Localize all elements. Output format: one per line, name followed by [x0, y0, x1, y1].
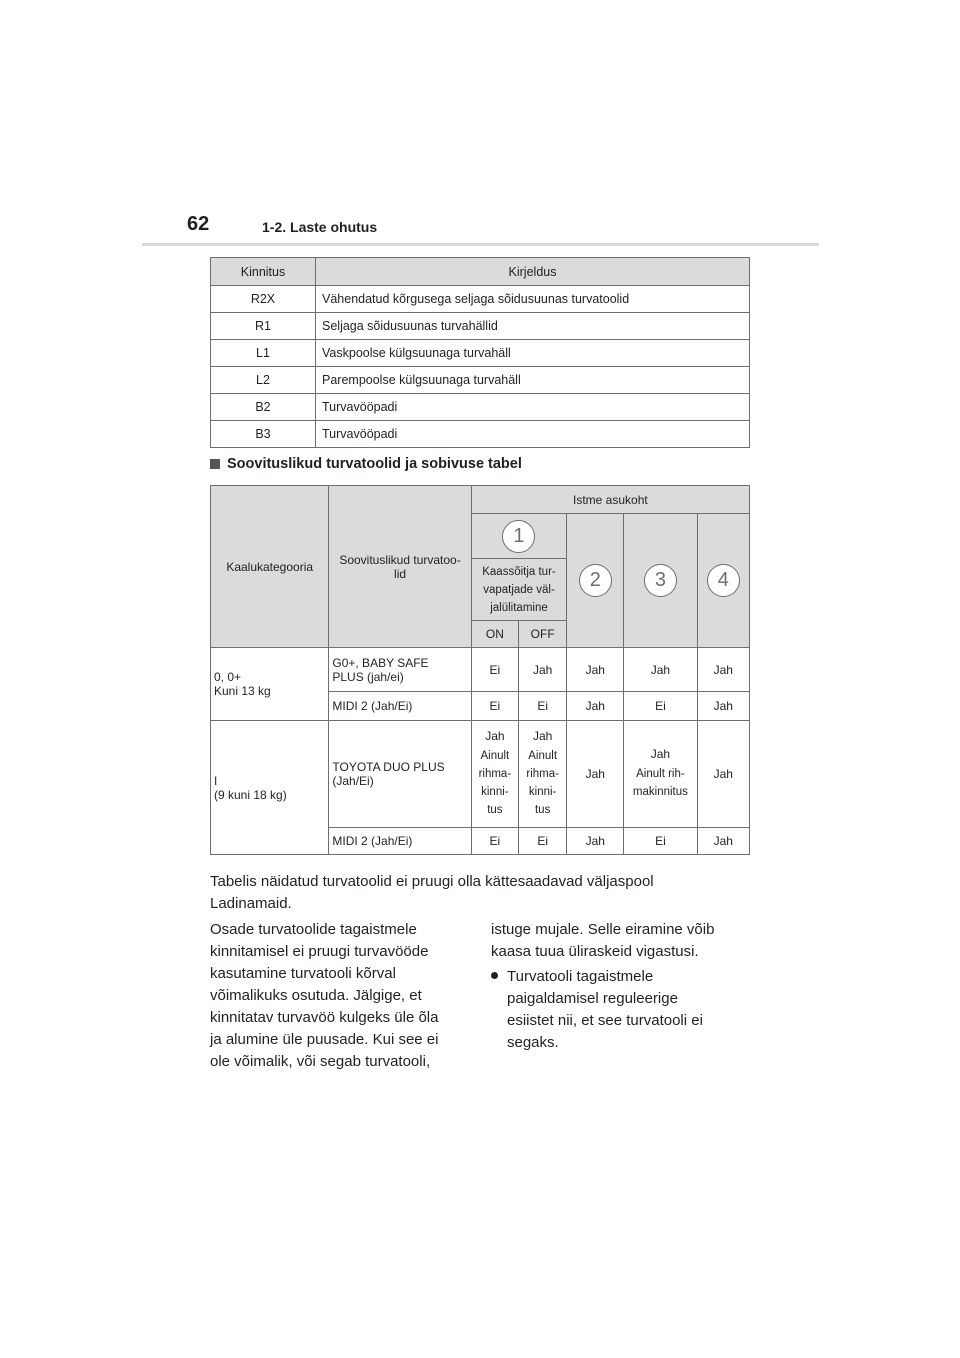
text-line: ole võimalik, või segab turvatooli,: [210, 1053, 431, 1070]
value-cell: Jah: [697, 828, 749, 855]
table-row: [211, 421, 750, 448]
table-row: [211, 721, 750, 828]
value-cell: Ei: [471, 692, 518, 721]
table-row: [211, 394, 750, 421]
value-text: Jah: [485, 729, 505, 743]
code-cell: R2X: [211, 286, 316, 313]
left-column-text: [210, 919, 480, 1073]
text-line: istuge mujale. Selle eiramine võib: [491, 921, 715, 938]
value-cell: Jah: [697, 721, 749, 828]
table-header-row: [211, 486, 750, 514]
seat-1-header: [471, 514, 567, 559]
weight-group-range: Kuni 13 kg: [214, 684, 271, 698]
seat-model-name: G0+, BABY SAFE: [332, 655, 429, 670]
seat-2-icon: 2: [579, 564, 612, 597]
table-row: [211, 313, 750, 340]
value-text: Jah: [532, 729, 553, 743]
note-line: Ladinamaid.: [210, 895, 292, 912]
value-cell: [519, 721, 567, 828]
value-cell: Ei: [624, 692, 697, 721]
code-cell: R1: [211, 313, 316, 340]
section-heading: [210, 456, 522, 472]
bullet-item: [491, 966, 761, 1054]
airbag-switch-header: Kaassõitja tur-vapatjade väl-jalülitamine: [471, 559, 567, 621]
value-cell: Jah: [519, 648, 567, 692]
value-note: Ainult rihma-kinni-tus: [478, 750, 512, 816]
recommended-seat-header: Soovituslikud turvatoo-lid: [329, 486, 471, 648]
availability-note: [210, 871, 770, 915]
table-row: [211, 340, 750, 367]
value-cell: Jah: [567, 721, 624, 828]
seat-1-icon: 1: [502, 520, 535, 553]
bullet-icon: [491, 972, 498, 979]
table-row: [211, 367, 750, 394]
square-bullet-icon: [210, 459, 220, 469]
section-title: 1-2. Laste ohutus: [262, 219, 378, 235]
value-cell: Jah: [697, 648, 749, 692]
value-cell: Ei: [624, 828, 697, 855]
right-column-text: [491, 919, 761, 963]
header-divider: [142, 243, 819, 246]
text-line: kinnitamisel ei pruugi turvavööde: [210, 943, 429, 960]
seat-3-icon: 3: [644, 564, 677, 597]
text-line: [491, 966, 761, 988]
value-note: Ainult rih-makinnitus: [632, 768, 688, 798]
on-header: ON: [471, 621, 518, 648]
value-cell: Jah: [567, 648, 624, 692]
value-note: Ainult rihma-kinni-tus: [526, 750, 559, 816]
code-cell: L1: [211, 340, 316, 367]
value-cell: [471, 721, 518, 828]
compatibility-table: [210, 485, 750, 855]
table-row: [211, 286, 750, 313]
description-cell: Turvavööpadi: [316, 394, 750, 421]
column-header: Kinnitus: [211, 258, 316, 286]
seat-position-header: Istme asukoht: [471, 486, 749, 514]
value-cell: [624, 721, 697, 828]
seat-model-cell: [329, 721, 471, 828]
seat-2-header: [567, 514, 624, 648]
value-cell: Jah: [697, 692, 749, 721]
description-cell: Vaskpoolse külgsuunaga turvahäll: [316, 340, 750, 367]
code-cell: B3: [211, 421, 316, 448]
value-cell: Jah: [567, 828, 624, 855]
value-cell: Ei: [471, 648, 518, 692]
weight-category-header: Kaalukategooria: [211, 486, 329, 648]
seat-3-header: [624, 514, 697, 648]
table-header-row: [211, 258, 750, 286]
off-header: OFF: [519, 621, 567, 648]
seat-model-name: (Jah/Ei): [332, 774, 374, 788]
weight-group-label: 0, 0+: [214, 670, 242, 684]
code-cell: L2: [211, 367, 316, 394]
seat-model-cell: [329, 648, 471, 692]
text-line: ja alumine üle puusade. Kui see ei: [210, 1031, 439, 1048]
section-heading-text: Soovituslikud turvatoolid ja sobivuse tabel: [227, 456, 522, 472]
description-cell: Vähendatud kõrgusega seljaga sõidusuunas turvatoolid: [316, 286, 750, 313]
note-line: Tabelis näidatud turvatoolid ei pruugi olla kättesaadavad väljaspool: [210, 873, 654, 890]
text-line: paigaldamisel reguleerige: [507, 990, 678, 1007]
weight-group-label: I: [214, 773, 218, 788]
value-text: Jah: [650, 747, 671, 761]
value-cell: Jah: [624, 648, 697, 692]
description-cell: Turvavööpadi: [316, 421, 750, 448]
table-row: [211, 648, 750, 692]
text-line: kaasa tuua üliraskeid vigastusi.: [491, 943, 699, 960]
description-cell: Parempoolse külgsuunaga turvahäll: [316, 367, 750, 394]
text-line: kasutamine turvatooli kõrval: [210, 965, 396, 982]
weight-group-range: (9 kuni 18 kg): [214, 787, 287, 802]
value-cell: Ei: [519, 828, 567, 855]
text-line: kinnitatav turvavöö kulgeks üle õla: [210, 1009, 439, 1026]
value-cell: Jah: [567, 692, 624, 721]
text-line: segaks.: [507, 1034, 559, 1051]
bullet-text: Turvatooli tagaistmele: [507, 968, 654, 985]
column-header: Kirjeldus: [316, 258, 750, 286]
code-cell: B2: [211, 394, 316, 421]
page-number: 62: [187, 213, 210, 235]
seat-model-name: PLUS (jah/ei): [332, 669, 404, 684]
text-line: võimalikuks osutuda. Jälgige, et: [210, 987, 422, 1004]
seat-4-icon: 4: [707, 564, 740, 597]
value-cell: Ei: [471, 828, 518, 855]
seat-model-cell: MIDI 2 (Jah/Ei): [329, 828, 471, 855]
weight-group-cell: [211, 721, 329, 855]
attachment-code-table: [210, 257, 750, 448]
text-line: Osade turvatoolide tagaistmele: [210, 921, 417, 938]
seat-model-cell: MIDI 2 (Jah/Ei): [329, 692, 471, 721]
description-cell: Seljaga sõidusuunas turvahällid: [316, 313, 750, 340]
seat-model-name: TOYOTA DUO PLUS: [332, 760, 445, 774]
value-cell: Ei: [519, 692, 567, 721]
seat-4-header: [697, 514, 749, 648]
weight-group-cell: [211, 648, 329, 721]
text-line: esiistet nii, et see turvatooli ei: [507, 1012, 703, 1029]
